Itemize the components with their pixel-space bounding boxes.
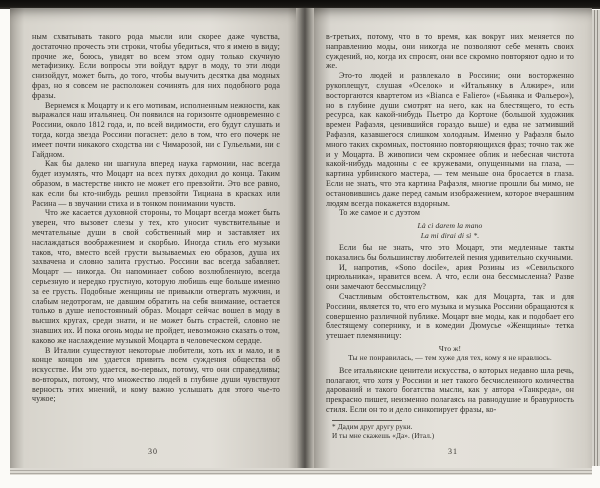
paragraph: в-третьих, потому, что в то время, как вокруг них меняется по направлению моды, они никогда не позволяют себе менять своих суждений, но, когда их спросят, они все скромно повторяют одно и то же.	[326, 32, 574, 71]
verse-quote	[326, 344, 574, 363]
paragraph: В Италии существуют некоторые любители, хоть их и мало, и в конце концов им удается привить всем суждения общества об искусстве. Им это удается, во-первых, потому, что они справедливы; во-вторых, потому, что множество людей в глубине души чувствуют верность этих мнений, и кому важно услышать для этого чье-то чужое;	[32, 345, 280, 404]
page-left	[10, 8, 296, 468]
footnote-line: И ты мне скажешь «Да». (Итал.)	[332, 431, 435, 440]
footnote-line: * Дадим друг другу руки.	[332, 422, 413, 431]
duet-quote-line: Là ci darem la mano	[417, 221, 483, 231]
paragraph: Счастливым обстоятельством, как для Моцарта, так и для Россини, является то, что его музыка и музыка Россини обращаются к совершенно различной публике. Моцарт вне моды, как и подобает его блестящему сопернику, и в комедии Дюмусье «Женщины» тетка утешает племянницу:	[326, 291, 574, 341]
verse-quote-line: Ты не понравилась, — тем хуже для тех, кому я не нравлюсь.	[348, 353, 552, 363]
right-text-block	[326, 32, 574, 444]
page-stack-edge-right	[592, 10, 600, 466]
page-number-left: 30	[148, 447, 158, 456]
footnote-rule	[332, 420, 402, 421]
paragraph: Если бы не знать, что это Моцарт, эти медленные такты показались бы большинству любителей пения удивительно скучными.	[326, 242, 574, 262]
paragraph: Как бы далеко ни шагнула вперед наука гармонии, нас всегда будет изумлять, что Моцарт на всех путях доходил до конца. Таким образом, в мастерстве никто не может его превзойти. Это все равно, как если бы кто-нибудь решил превзойти Тициана в красках или Расина — в звучании стиха и в тонком понимании чувств.	[32, 159, 280, 208]
page-stack-edge-bottom	[10, 468, 592, 475]
page-right	[314, 8, 592, 468]
left-text-block	[32, 32, 280, 444]
footnote	[326, 420, 574, 441]
paragraph: ным схватывать такого рода мысли или скорее даже чувства, достаточно прочесть эти строки, чтобы убедиться, что я имею в виду; прочие же, боюсь, увидят во всем этом одну только скучную метафизику. Если вопросы эти войдут вдруг в моду, то эти люди снизойдут, может быть, до того, чтобы выучить десятка два модных фраз, но я совсем не расположен сочинять для них подобного рода фразы.	[32, 32, 280, 100]
paragraph: Все итальянские ценители искусства, о которых недавно шла речь, полагают, что хотя у Россини и нет такого бесчисленного количества дарований и такого богатства мысли, как у автора «Танкреда», он прекрасно пишет, неизменно полагаясь на равнодушие и бравурность стиля. Если он то и дело синкопирует фразы, ко-	[326, 365, 574, 414]
verse-quote-line: Что ж!	[438, 343, 462, 353]
duet-quote	[326, 221, 574, 240]
paragraph: И, напротив, «Sono docile», ария Розины из «Севильского цирюльника», нравится всем. А что, если она бессмысленна? Разве они замечают бессмыслицу?	[326, 262, 574, 292]
gutter-shadow	[296, 8, 314, 468]
page-number-right: 31	[448, 447, 458, 456]
paragraph: Вернемся к Моцарту и к его мотивам, исполненным нежности, как выражался наш итальянец. Он появился на горизонте одновременно с Россини, около 1812 года, и, по всей видимости, его будут слушать и тогда, когда звезда Россини погаснет: дело в том, что его почерк не имеет почти никакого сходства ни с Чимарозой, ни с Гульельми, ни с Гайдном.	[32, 100, 280, 159]
duet-quote-line: La mi dirai di sì *.	[420, 230, 480, 240]
paragraph: Что же касается духовной стороны, то Моцарт всегда может быть уверен, что вызовет слезы у тех, кто уносит чувствительные и мечтательные души в свой собственный мир и заставляет их наслаждаться воображением и скорбью. Иногда стиль его музыки таков, что, вместо всей грусти вызываемых ею образов, душа их захвачена и словно залита грустью. Россини вас всегда забавляет. Моцарт — никогда. Он напоминает собою возлюбленную, всегда серьезную и нередко грустную, которую любишь еще больше именно за ее грусть. Подобные женщины не привыкли отвергать мужчин, и слабым недотрогам, не давшим обратить на себя внимание, остается только в душе непостоянный образ. Моцарт сейчас вошел в моду в высших кругах, среди знати, и не может быть страстей, словно не знавших их. И пока огонь моды не пройдет, невозможно сказать о том, каково же наслаждение музыкой Моцарта в человеческом сердце.	[32, 208, 280, 345]
duet-intro: То же самое и с дуэтом	[339, 208, 421, 218]
paragraph: Это-то людей и развлекало в Россини; они восторженно рукоплещут, слушая «Оселок» и «Итальянку в Алжире», или восторгаются квартетом из «Bianca e Faliero» («Бьянка и Фальеро»), но в глубине души смотрят на него, как на блестящего, то есть ресурса, как какой-нибудь Пьетро да Кортоне (большой художник времен Рафаэля, ценившийся гораздо выше) и едва не затмивший Рафаэля, казавшегося слишком холодным. Именно у Рафаэля было много таких скромных, постоянно повторяющихся фраз; точно так же и у Моцарта. В живописи чем скромнее облик и небесная чистота какой-нибудь мадонны с ее кружевами, опущенными на глаза, — картина урбинского мастера, — тем меньше она бросается в глаза. Если не знать, что эта картина Рафаэля, многие прошли бы мимо, не остановившись даже перед самым изображением, которое вчерашним людям всегда покажется вздорным.	[326, 71, 574, 208]
